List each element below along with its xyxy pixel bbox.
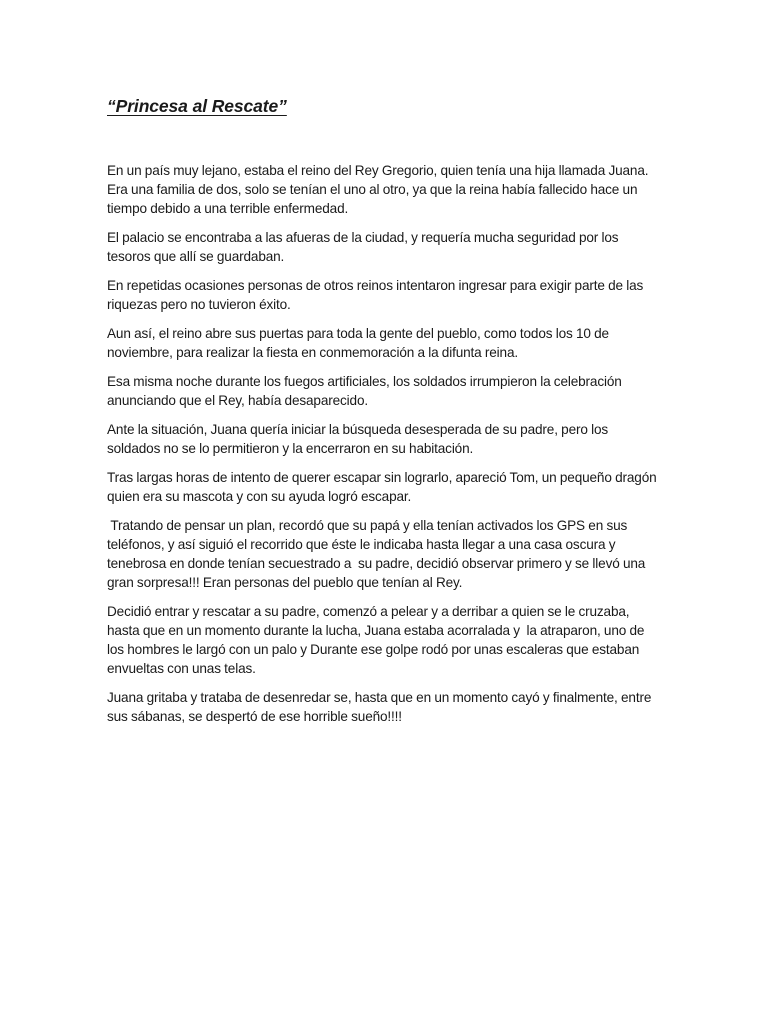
paragraph-1: En un país muy lejano, estaba el reino del Rey Gregorio, quien tenía una hija llamada Juana. Era una familia de dos, solo se tenían el uno al otro, ya que la reina había fallecido hace un tiempo debido a una terrible enfermedad.	[107, 163, 649, 217]
paragraph-7: Tras largas horas de intento de querer escapar sin lograrlo, apareció Tom, un pequeño dragón quien era su mascota y con su ayuda logró escapar.	[107, 469, 657, 504]
paragraph-4: Aun así, el reino abre sus puertas para toda la gente del pueblo, como todos los 10 de noviembre, para realizar la fiesta en conmemoración a la difunta reina.	[107, 325, 609, 361]
document-title: “Princesa al Rescate”	[107, 96, 287, 116]
paragraph-10: Juana gritaba y trataba de desenredar se, hasta que en un momento cayó y finalmente, entre sus sábanas, se despertó de ese horrible sueño!!!!	[107, 690, 652, 725]
paragraph-3: En repetidas ocasiones personas de otros reinos intentaron ingresar para exigir parte de las riquezas pero no tuvieron éxito.	[107, 278, 644, 313]
paragraph-5: Esa misma noche durante los fuegos artificiales, los soldados irrumpieron la celebración anunciando que el Rey, había desaparecido.	[107, 373, 622, 409]
paragraph-8: Tratando de pensar un plan, recordó que su papá y ella tenían activados los GPS en sus teléfonos, y así siguió el recorrido que éste le indicaba hasta llegar a una casa oscura y tenebrosa en donde tenían secuestrado a su padre, decidió observar primero y se llevó una gran sorpresa!!! Eran personas del pueblo que tenían al Rey.	[107, 517, 649, 591]
paragraph-9: Decidió entrar y rescatar a su padre, comenzó a pelear y a derribar a quien se le cruzaba, hasta que en un momento durante la lucha, Juana estaba acorralada y la atraparon, uno de los hombres le largó con un palo y Durante ese golpe rodó por unas escaleras que estaban envueltas con unas telas.	[107, 603, 648, 677]
paragraph-2: El palacio se encontraba a las afueras de la ciudad, y requería mucha seguridad por los tesoros que allí se guardaban.	[107, 230, 619, 265]
document-body	[107, 95, 663, 736]
paragraph-6: Ante la situación, Juana quería iniciar la búsqueda desesperada de su padre, pero los soldados no se lo permitieron y la encerraron en su habitación.	[107, 421, 609, 456]
